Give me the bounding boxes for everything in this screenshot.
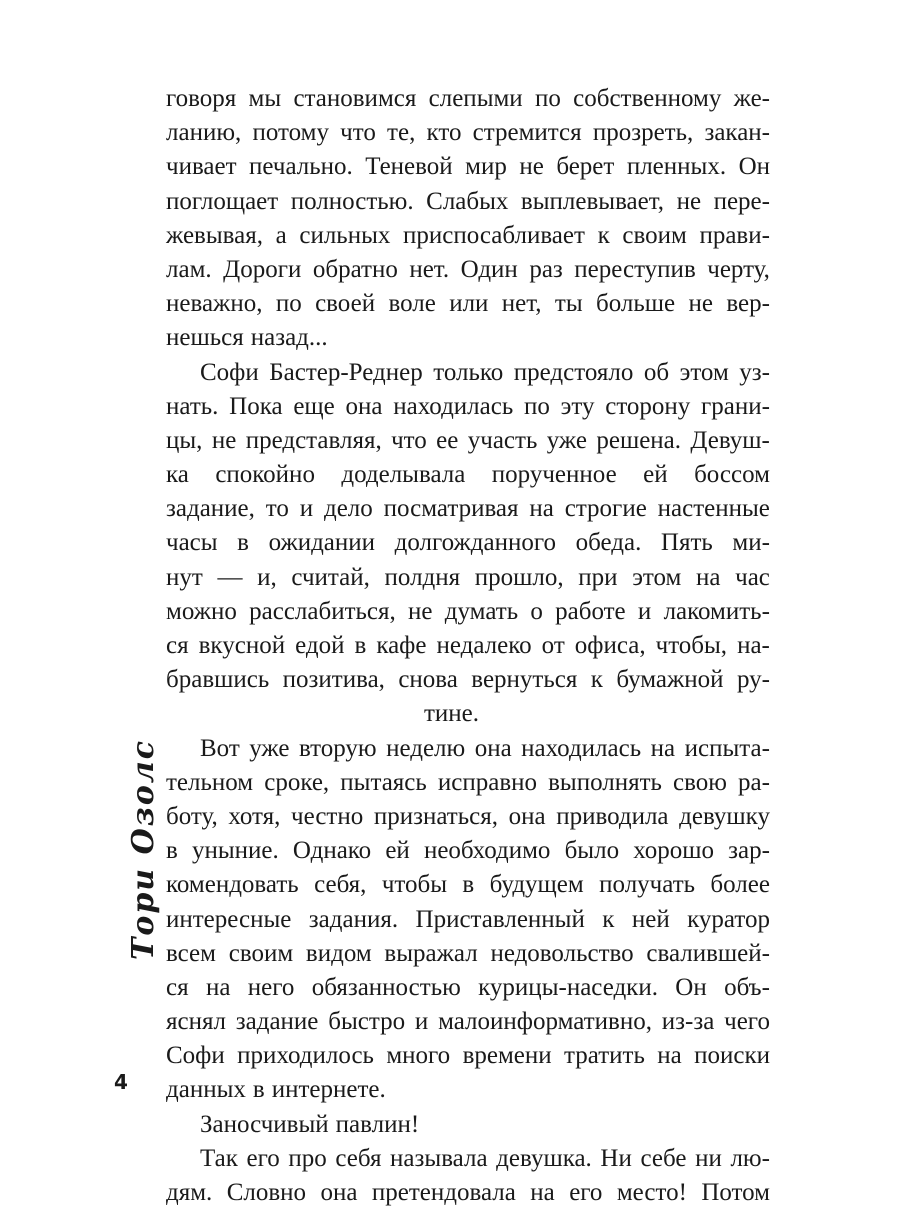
word: печально. bbox=[249, 153, 353, 181]
word: хотя, bbox=[228, 802, 281, 830]
word: было bbox=[564, 837, 620, 865]
word: на- bbox=[737, 632, 770, 659]
text-line bbox=[166, 1005, 770, 1039]
word: павлин! bbox=[335, 1110, 420, 1138]
word: больше bbox=[596, 290, 676, 318]
word: своим bbox=[622, 221, 687, 249]
word: она bbox=[474, 734, 512, 762]
word: будущем bbox=[489, 871, 584, 899]
word: работе bbox=[555, 597, 626, 625]
word: снова bbox=[398, 666, 458, 694]
text-line bbox=[166, 185, 770, 219]
word: в bbox=[462, 871, 475, 899]
word: то bbox=[265, 495, 289, 523]
word: нут bbox=[166, 563, 203, 591]
word: в bbox=[252, 1076, 265, 1104]
word: называла bbox=[390, 1144, 488, 1172]
word: и, bbox=[257, 563, 277, 591]
word: Пять bbox=[660, 529, 713, 557]
word: становимся bbox=[293, 85, 417, 112]
word: выражал bbox=[384, 939, 478, 967]
word: потому bbox=[252, 119, 329, 147]
word: Приставленный bbox=[415, 905, 585, 933]
word: сроке, bbox=[264, 768, 330, 796]
word: данных bbox=[166, 1076, 246, 1104]
word: не bbox=[211, 426, 237, 454]
word: дям. bbox=[166, 1179, 213, 1206]
word: и bbox=[637, 597, 652, 625]
word: Теневой bbox=[365, 153, 453, 181]
word: переступив bbox=[574, 255, 696, 283]
word: необходимо bbox=[423, 837, 551, 865]
word: ей bbox=[643, 461, 668, 489]
word: уз- bbox=[739, 358, 770, 386]
word: выполнять bbox=[548, 768, 662, 796]
word: яснял bbox=[166, 1008, 226, 1036]
word: свою bbox=[673, 768, 727, 796]
word: доделывала bbox=[341, 461, 466, 489]
word: курицы-наседки. bbox=[478, 973, 658, 1001]
word: же- bbox=[733, 85, 770, 112]
word: думать bbox=[444, 597, 519, 625]
word: находилась bbox=[521, 734, 642, 762]
text-line bbox=[166, 492, 770, 526]
text-line bbox=[166, 321, 770, 355]
word: пленных. bbox=[626, 153, 727, 181]
word: признаться, bbox=[373, 802, 498, 830]
word: получать bbox=[599, 871, 696, 899]
word: уныние. bbox=[191, 837, 279, 865]
text-line bbox=[166, 253, 770, 287]
word: чтобы bbox=[381, 871, 448, 899]
word: исправно bbox=[437, 768, 538, 796]
word: задание, bbox=[166, 495, 255, 523]
word: чивает bbox=[166, 153, 237, 181]
word: и bbox=[414, 1008, 429, 1036]
word: времени bbox=[462, 1042, 552, 1070]
word: берет bbox=[556, 153, 615, 181]
word: Ни bbox=[600, 1144, 632, 1172]
word: много bbox=[386, 1042, 451, 1070]
word: не bbox=[408, 597, 433, 625]
word: Он bbox=[738, 153, 770, 181]
word: еще bbox=[293, 392, 335, 420]
word: решена. bbox=[596, 426, 682, 454]
word: прозреть, bbox=[592, 119, 694, 147]
word: ей bbox=[385, 837, 410, 865]
text-line bbox=[166, 629, 770, 663]
word: цы, bbox=[166, 426, 203, 454]
word: про bbox=[288, 1144, 327, 1172]
word: Пока bbox=[229, 392, 283, 420]
word: участь bbox=[467, 426, 538, 454]
word: свалившей- bbox=[646, 939, 770, 967]
word: лам. bbox=[166, 255, 212, 283]
word: можно bbox=[166, 597, 237, 625]
word: не bbox=[688, 290, 713, 318]
word: уже bbox=[249, 734, 290, 762]
word: Однако bbox=[292, 837, 372, 865]
word: честно bbox=[291, 802, 364, 830]
word: девушка. bbox=[496, 1144, 592, 1172]
word: тине. bbox=[424, 700, 480, 728]
word: Девуш- bbox=[690, 426, 770, 454]
word: этом bbox=[679, 358, 729, 386]
word: не bbox=[676, 187, 702, 215]
word: Слабых bbox=[426, 187, 509, 215]
word: Заносчивый bbox=[200, 1110, 329, 1138]
word: себе bbox=[640, 1144, 687, 1172]
word: ее bbox=[436, 426, 459, 454]
word: в bbox=[354, 632, 367, 659]
word: приспосабливает bbox=[403, 221, 585, 249]
text-line bbox=[166, 356, 770, 390]
word: тельном bbox=[166, 768, 254, 796]
word: часы bbox=[166, 529, 218, 557]
text-line bbox=[166, 561, 770, 595]
word: о bbox=[530, 597, 543, 625]
word: боту, bbox=[166, 802, 218, 830]
word: слепыми bbox=[428, 85, 523, 112]
word: мы bbox=[248, 85, 282, 112]
word: кафе bbox=[376, 632, 427, 659]
word: жевывая, bbox=[166, 221, 263, 249]
word: ка bbox=[166, 461, 189, 489]
word: а bbox=[275, 221, 287, 249]
word: себя, bbox=[314, 871, 367, 899]
text-line bbox=[166, 82, 770, 116]
word: полдня bbox=[384, 563, 461, 591]
word: его bbox=[246, 1144, 280, 1172]
word: приходилось bbox=[237, 1042, 374, 1070]
text-line bbox=[166, 971, 770, 1005]
word: интересные bbox=[166, 905, 292, 933]
word: настенные bbox=[657, 495, 770, 523]
word: Дороги bbox=[223, 255, 302, 283]
text-line bbox=[166, 1073, 770, 1107]
word: на bbox=[530, 1179, 555, 1206]
word: ру- bbox=[736, 666, 770, 694]
word: бравшись bbox=[166, 666, 270, 694]
text-line bbox=[166, 595, 770, 629]
word: дело bbox=[323, 495, 373, 523]
word: комендовать bbox=[166, 871, 299, 899]
word: стремится bbox=[472, 119, 582, 147]
word: сторону bbox=[605, 392, 691, 420]
text-line bbox=[166, 526, 770, 560]
page-number: 4 bbox=[114, 1070, 128, 1094]
word: неважно, bbox=[166, 290, 263, 318]
word: не bbox=[519, 153, 544, 181]
word: чтобы, bbox=[655, 632, 728, 659]
word: расслабиться, bbox=[249, 597, 396, 625]
word: нешься bbox=[166, 324, 244, 352]
word: обязанностью bbox=[311, 973, 461, 1001]
word: долгожданного bbox=[394, 529, 556, 557]
word: ра- bbox=[738, 768, 770, 796]
word: хорошо bbox=[633, 837, 715, 865]
word: интернете. bbox=[271, 1076, 386, 1104]
word: быстро bbox=[328, 1008, 406, 1036]
word: ни bbox=[695, 1144, 722, 1172]
word: более bbox=[710, 871, 770, 899]
word: на bbox=[205, 973, 231, 1001]
word: ланию, bbox=[166, 119, 242, 147]
word: говоря bbox=[166, 85, 237, 112]
word: боссом bbox=[694, 461, 770, 489]
text-line bbox=[166, 1108, 770, 1142]
word: ся bbox=[166, 973, 189, 1001]
text-line bbox=[166, 424, 770, 458]
word: ми- bbox=[732, 529, 770, 557]
word: вернуться bbox=[471, 666, 578, 694]
word: задания. bbox=[308, 905, 399, 933]
word: него bbox=[247, 973, 295, 1001]
word: она bbox=[320, 1179, 358, 1206]
word: объ- bbox=[724, 973, 770, 1001]
word: обратно bbox=[312, 255, 398, 283]
word: пере- bbox=[713, 187, 770, 215]
word: тратить bbox=[564, 1042, 645, 1070]
word: назад... bbox=[250, 324, 328, 352]
word: бумажной bbox=[616, 666, 724, 694]
text-line bbox=[166, 116, 770, 150]
word: на bbox=[696, 563, 721, 591]
word: порученное bbox=[491, 461, 617, 489]
word: представляя, bbox=[245, 426, 382, 454]
text-line bbox=[166, 219, 770, 253]
word: в bbox=[166, 837, 178, 865]
word: ней bbox=[631, 905, 670, 933]
word: недалеко bbox=[436, 632, 532, 659]
word: лю- bbox=[730, 1144, 770, 1172]
word: себя bbox=[335, 1144, 382, 1172]
word: на bbox=[650, 734, 676, 762]
word: находилась bbox=[393, 392, 514, 420]
word: недовольство bbox=[490, 939, 634, 967]
word: Он bbox=[675, 973, 707, 1001]
word: на bbox=[529, 495, 554, 523]
text-line bbox=[166, 287, 770, 321]
word: нать. bbox=[166, 392, 219, 420]
word: раз bbox=[529, 255, 563, 283]
text-line bbox=[166, 663, 770, 697]
word: куратор bbox=[687, 905, 770, 933]
word: полностью. bbox=[290, 187, 414, 215]
word: вторую bbox=[298, 734, 377, 762]
running-header-author: Тори Озолс bbox=[126, 738, 161, 960]
text-line bbox=[166, 937, 770, 971]
word: строгие bbox=[564, 495, 647, 523]
word: — bbox=[217, 563, 243, 591]
word: Словно bbox=[226, 1179, 307, 1206]
word: к bbox=[602, 905, 615, 933]
word: посматривая bbox=[383, 495, 519, 523]
word: прави- bbox=[699, 221, 770, 249]
word: спокойно bbox=[215, 461, 315, 489]
word: претендовала bbox=[371, 1179, 516, 1206]
word: лакомить- bbox=[663, 597, 770, 625]
text-line bbox=[166, 834, 770, 868]
text-line bbox=[166, 697, 770, 731]
text-line bbox=[166, 766, 770, 800]
word: кто bbox=[426, 119, 462, 147]
word: час bbox=[735, 563, 770, 591]
word: собственному bbox=[573, 85, 722, 112]
word: задание bbox=[235, 1008, 319, 1036]
word: только bbox=[433, 358, 504, 386]
word: в bbox=[237, 529, 249, 557]
text-line bbox=[166, 390, 770, 424]
word: вер- bbox=[726, 290, 770, 318]
word: Софи bbox=[166, 1042, 225, 1070]
word: к bbox=[590, 666, 603, 694]
word: грани- bbox=[701, 392, 770, 420]
word: испыта- bbox=[684, 734, 770, 762]
word: ся bbox=[166, 632, 189, 659]
word: те, bbox=[387, 119, 416, 147]
word: своей bbox=[315, 290, 376, 318]
body-text bbox=[166, 82, 770, 1210]
text-line bbox=[166, 868, 770, 902]
word: девушку bbox=[679, 802, 770, 830]
word: на bbox=[657, 1042, 682, 1070]
word: нет, bbox=[501, 290, 542, 318]
word: Так bbox=[200, 1144, 238, 1172]
word: она bbox=[345, 392, 383, 420]
word: закан- bbox=[704, 119, 770, 147]
text-line bbox=[166, 1039, 770, 1073]
word: видом bbox=[305, 939, 372, 967]
word: или bbox=[449, 290, 489, 318]
word: об bbox=[643, 358, 670, 386]
word: пытаясь bbox=[340, 768, 427, 796]
word: нет. bbox=[409, 255, 450, 283]
word: приводила bbox=[556, 802, 669, 830]
word: Один bbox=[460, 255, 518, 283]
word: ты bbox=[554, 290, 583, 318]
word: прошло, bbox=[474, 563, 564, 591]
word: считай, bbox=[291, 563, 370, 591]
word: офиса, bbox=[574, 632, 646, 659]
word: поглощает bbox=[166, 187, 279, 215]
word: мир bbox=[465, 153, 507, 181]
word: уже bbox=[546, 426, 587, 454]
word: чего bbox=[724, 1008, 770, 1036]
word: что bbox=[391, 426, 427, 454]
text-line bbox=[166, 1142, 770, 1176]
word: вкусной bbox=[198, 632, 286, 659]
word: малоинформативно, bbox=[438, 1008, 652, 1036]
word: Вот bbox=[200, 734, 240, 762]
word: эту bbox=[560, 392, 595, 420]
text-line bbox=[166, 732, 770, 766]
word: и bbox=[299, 495, 314, 523]
word: по bbox=[275, 290, 302, 318]
word: всем bbox=[166, 939, 216, 967]
text-line bbox=[166, 903, 770, 937]
text-line bbox=[166, 458, 770, 492]
word: позитива, bbox=[282, 666, 385, 694]
word: черту, bbox=[707, 255, 770, 283]
word: Бастер-Реднер bbox=[269, 358, 423, 386]
word: Софи bbox=[200, 358, 259, 386]
word: предстояло bbox=[513, 358, 634, 386]
text-line bbox=[166, 1176, 770, 1210]
word: что bbox=[340, 119, 376, 147]
word: сильных bbox=[299, 221, 391, 249]
word: по bbox=[524, 392, 550, 420]
word: обеда. bbox=[575, 529, 642, 557]
word: зар- bbox=[728, 837, 770, 865]
word: этом bbox=[632, 563, 682, 591]
word: из-за bbox=[661, 1008, 715, 1036]
word: ожидании bbox=[268, 529, 376, 557]
text-line bbox=[166, 800, 770, 834]
word: к bbox=[597, 221, 610, 249]
word: Потом bbox=[701, 1179, 770, 1206]
text-line bbox=[166, 150, 770, 184]
word: его bbox=[569, 1179, 603, 1206]
word: место! bbox=[616, 1179, 687, 1206]
word: едой bbox=[295, 632, 345, 659]
word: по bbox=[534, 85, 561, 112]
word: она bbox=[508, 802, 546, 830]
word: поиски bbox=[694, 1042, 770, 1070]
word: своим bbox=[228, 939, 294, 967]
word: от bbox=[541, 632, 565, 659]
word: неделю bbox=[386, 734, 466, 762]
word: воле bbox=[388, 290, 436, 318]
word: выплевывает, bbox=[520, 187, 665, 215]
word: при bbox=[578, 563, 618, 591]
